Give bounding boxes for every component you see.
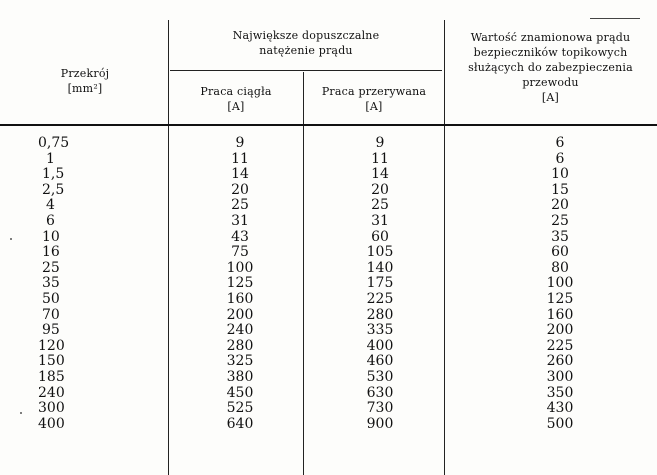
cell-continuous: 100 <box>226 259 254 276</box>
cell-fuse: 300 <box>546 368 574 385</box>
cell-intermittent: 730 <box>366 400 394 417</box>
cell-intermittent: 105 <box>366 244 394 261</box>
cell-cross-section: 10 <box>42 228 60 245</box>
cell-intermittent: 460 <box>366 353 394 370</box>
scan-speck <box>20 412 22 414</box>
cell-continuous: 11 <box>231 150 249 167</box>
header-continuous-label: Praca ciągła <box>200 85 272 98</box>
cell-cross-section: 50 <box>42 290 60 307</box>
cell-fuse: 6 <box>555 135 565 151</box>
cell-intermittent: 20 <box>371 181 389 198</box>
cell-fuse: 10 <box>551 166 569 183</box>
header-fuse-rating <box>448 30 653 105</box>
cell-continuous: 640 <box>226 415 254 432</box>
cell-intermittent: 900 <box>366 415 394 432</box>
cell-intermittent: 25 <box>371 197 389 214</box>
cell-cross-section: 150 <box>38 353 65 370</box>
top-edge-rule <box>590 18 640 19</box>
cell-continuous: 325 <box>226 353 254 370</box>
cell-cross-section: 1 <box>46 150 55 167</box>
cell-intermittent: 14 <box>371 166 389 183</box>
cell-fuse: 350 <box>546 384 574 401</box>
header-intermittent-label: Praca przerywana <box>321 85 427 98</box>
header-cross-section <box>30 66 140 96</box>
cell-fuse: 25 <box>551 212 569 229</box>
cell-fuse: 20 <box>551 197 569 214</box>
header-fuse-line-4: przewodu <box>522 76 579 89</box>
header-group-line-1: Największe dopuszczalne <box>232 29 380 42</box>
cell-intermittent: 335 <box>366 322 394 339</box>
header-continuous-work <box>172 84 300 114</box>
header-max-current-group <box>172 28 440 58</box>
cell-intermittent: 225 <box>366 290 394 307</box>
cell-continuous: 25 <box>231 197 249 214</box>
cell-intermittent: 60 <box>371 228 389 245</box>
cell-cross-section: 1,5 <box>42 166 65 183</box>
cell-continuous: 9 <box>235 135 245 151</box>
cell-continuous: 125 <box>226 275 254 292</box>
cell-cross-section: 35 <box>42 275 60 292</box>
header-fuse-line-3: służących do zabezpieczenia <box>468 61 633 74</box>
cell-intermittent: 31 <box>371 212 389 229</box>
cell-fuse: 225 <box>546 337 574 354</box>
cell-cross-section: 240 <box>38 384 65 401</box>
group-header-rule <box>170 70 442 71</box>
column-divider-1 <box>168 20 169 475</box>
column-fuse-current <box>510 136 610 432</box>
header-continuous-unit: [A] <box>227 100 245 113</box>
column-divider-3 <box>444 20 445 475</box>
cell-fuse: 60 <box>551 244 569 261</box>
header-fuse-unit: [A] <box>541 91 560 104</box>
cell-intermittent: 400 <box>366 337 394 354</box>
cell-intermittent: 140 <box>366 259 394 276</box>
cell-continuous: 75 <box>231 244 249 261</box>
cell-fuse: 80 <box>551 259 569 276</box>
cell-continuous: 200 <box>226 306 254 323</box>
cell-continuous: 240 <box>226 322 254 339</box>
header-group-line-2: natężenie prądu <box>259 44 353 57</box>
cell-continuous: 14 <box>231 166 249 183</box>
cell-fuse: 100 <box>546 275 574 292</box>
cell-fuse: 500 <box>546 415 574 432</box>
cell-fuse: 35 <box>551 228 569 245</box>
cell-cross-section: 4 <box>46 197 55 214</box>
cell-continuous: 43 <box>231 228 249 245</box>
header-intermittent-work <box>306 84 442 114</box>
cell-continuous: 20 <box>231 181 249 198</box>
cell-intermittent: 280 <box>366 306 394 323</box>
cell-intermittent: 11 <box>371 150 389 167</box>
cell-cross-section: 120 <box>38 337 65 354</box>
column-continuous-current <box>190 136 290 432</box>
cell-fuse: 15 <box>551 181 569 198</box>
cell-cross-section: 185 <box>38 368 65 385</box>
cell-fuse: 125 <box>546 290 574 307</box>
header-intermittent-unit: [A] <box>365 100 383 113</box>
cell-continuous: 525 <box>226 400 254 417</box>
cell-cross-section: 300 <box>38 400 65 417</box>
cell-cross-section: 95 <box>42 322 60 339</box>
header-bottom-rule <box>0 124 657 126</box>
cell-cross-section: 0,75 <box>38 135 70 151</box>
cell-cross-section: 70 <box>42 306 60 323</box>
cell-fuse: 6 <box>555 150 565 167</box>
header-cross-section-line: Przekrój <box>60 67 110 80</box>
column-intermittent-current <box>330 136 430 432</box>
scan-speck <box>10 238 12 240</box>
cell-intermittent: 175 <box>366 275 394 292</box>
cell-cross-section: 6 <box>46 212 55 229</box>
column-cross-section <box>36 136 146 432</box>
cell-fuse: 160 <box>546 306 574 323</box>
cell-fuse: 260 <box>546 353 574 370</box>
cell-cross-section: 2,5 <box>42 181 65 198</box>
cell-intermittent: 630 <box>366 384 394 401</box>
cell-continuous: 280 <box>226 337 254 354</box>
cell-cross-section: 16 <box>42 244 60 261</box>
cell-continuous: 450 <box>226 384 254 401</box>
cell-intermittent: 530 <box>366 368 394 385</box>
cell-continuous: 31 <box>231 212 249 229</box>
cell-intermittent: 9 <box>375 135 385 151</box>
cell-cross-section: 25 <box>42 259 60 276</box>
cell-cross-section: 400 <box>38 415 65 432</box>
header-fuse-line-1: Wartość znamionowa prądu <box>470 31 631 44</box>
cell-fuse: 200 <box>546 322 574 339</box>
cell-continuous: 160 <box>226 290 254 307</box>
header-fuse-line-2: bezpieczników topikowych <box>473 46 628 59</box>
column-divider-2 <box>303 72 304 475</box>
cell-fuse: 430 <box>546 400 574 417</box>
header-cross-section-unit: [mm²] <box>67 82 103 95</box>
cell-continuous: 380 <box>226 368 254 385</box>
